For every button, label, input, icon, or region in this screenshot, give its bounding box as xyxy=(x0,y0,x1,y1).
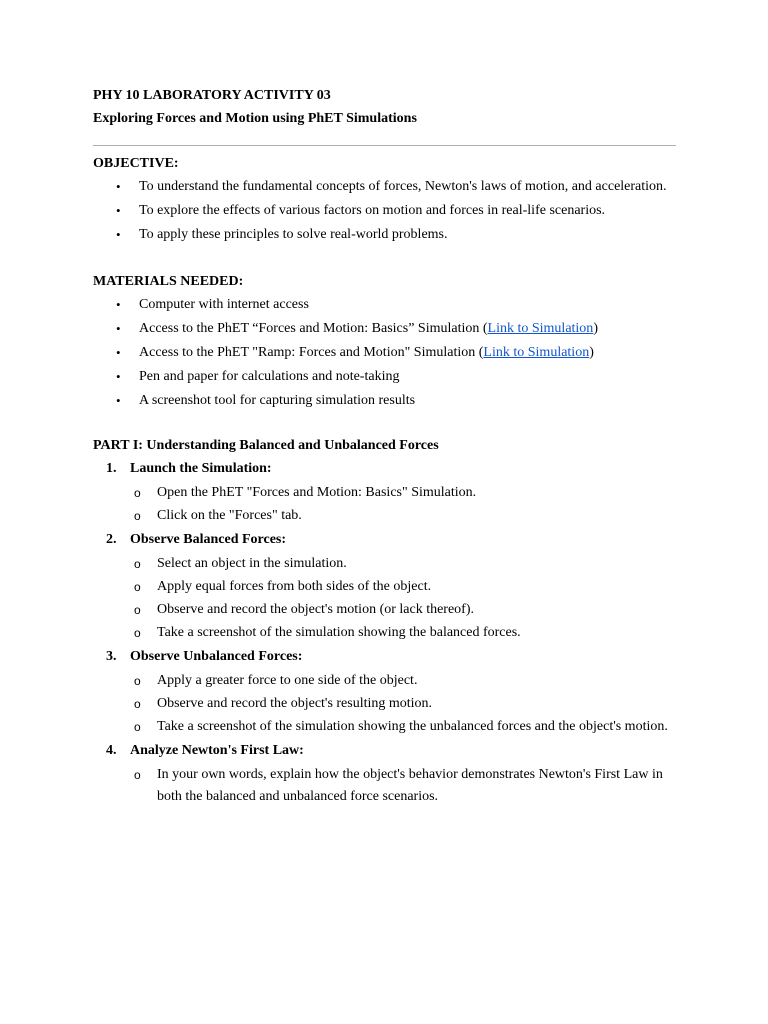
forces-motion-basics-link[interactable]: Link to Simulation xyxy=(487,321,594,336)
objective-list xyxy=(93,177,676,245)
bullet-icon: • xyxy=(116,393,121,408)
step-substeps xyxy=(130,764,676,808)
circle-bullet-icon: o xyxy=(134,674,141,688)
step-title: Launch the Simulation: xyxy=(130,461,272,476)
document-subtitle: Exploring Forces and Motion using PhET Simulations xyxy=(93,111,417,126)
materials-item-text-after: ) xyxy=(593,321,598,336)
substep-item xyxy=(130,553,676,575)
step-number: 2. xyxy=(106,532,117,547)
objective-heading: OBJECTIVE: xyxy=(93,156,179,171)
materials-item-text: Access to the PhET “Forces and Motion: Basics” Simulation ( xyxy=(139,321,488,336)
materials-item-text: Access to the PhET "Ramp: Forces and Motion" Simulation ( xyxy=(139,345,484,360)
materials-item xyxy=(93,367,676,387)
objective-item-text: To apply these principles to solve real-world problems. xyxy=(139,227,448,242)
step-title: Observe Unbalanced Forces: xyxy=(130,649,303,664)
step-title: Observe Balanced Forces: xyxy=(130,532,287,547)
bullet-icon: • xyxy=(116,227,121,242)
materials-item-text: Computer with internet access xyxy=(139,297,309,312)
bullet-icon: • xyxy=(116,203,121,218)
substep-item xyxy=(130,622,676,644)
materials-item-text: Pen and paper for calculations and note-taking xyxy=(139,369,400,384)
materials-heading: MATERIALS NEEDED: xyxy=(93,274,244,289)
objective-item xyxy=(93,201,676,221)
materials-item xyxy=(93,295,676,315)
document-page xyxy=(93,86,676,811)
step-number: 3. xyxy=(106,649,117,664)
substep-text: Apply a greater force to one side of the object. xyxy=(157,673,418,688)
substep-text: Observe and record the object's resulting motion. xyxy=(157,696,433,711)
step-number: 4. xyxy=(106,743,117,758)
circle-bullet-icon: o xyxy=(134,603,141,617)
step-item xyxy=(93,459,676,527)
substep-text: In your own words, explain how the object's behavior demonstrates Newton's First Law in both the balanced and unbalanced force scenarios. xyxy=(157,767,663,804)
objective-item xyxy=(93,177,676,197)
horizontal-rule xyxy=(93,145,676,146)
substep-item xyxy=(130,576,676,598)
objective-item-text: To explore the effects of various factors on motion and forces in real-life scenarios. xyxy=(139,203,606,218)
substep-text: Apply equal forces from both sides of the object. xyxy=(157,579,432,594)
step-item xyxy=(93,741,676,808)
part1-steps xyxy=(93,459,676,808)
substep-text: Click on the "Forces" tab. xyxy=(157,508,302,523)
ramp-forces-motion-link[interactable]: Link to Simulation xyxy=(483,345,590,360)
substep-text: Take a screenshot of the simulation showing the unbalanced forces and the object's motion. xyxy=(157,719,668,734)
bullet-icon: • xyxy=(116,369,121,384)
circle-bullet-icon: o xyxy=(134,580,141,594)
materials-item xyxy=(93,391,676,411)
circle-bullet-icon: o xyxy=(134,626,141,640)
materials-item xyxy=(93,343,676,363)
substep-item xyxy=(130,505,676,527)
substep-item xyxy=(130,693,676,715)
materials-item-text: A screenshot tool for capturing simulation results xyxy=(139,393,416,408)
step-item xyxy=(93,647,676,738)
substep-text: Take a screenshot of the simulation showing the balanced forces. xyxy=(157,625,521,640)
substep-item xyxy=(130,716,676,738)
document-title: PHY 10 LABORATORY ACTIVITY 03 xyxy=(93,88,331,103)
circle-bullet-icon: o xyxy=(134,509,141,523)
materials-list xyxy=(93,295,676,411)
step-substeps xyxy=(130,670,676,738)
circle-bullet-icon: o xyxy=(134,720,141,734)
objective-item xyxy=(93,225,676,245)
bullet-icon: • xyxy=(116,321,121,336)
substep-item xyxy=(130,599,676,621)
step-substeps xyxy=(130,553,676,644)
materials-item-text-after: ) xyxy=(589,345,594,360)
substep-item xyxy=(130,482,676,504)
bullet-icon: • xyxy=(116,179,121,194)
substep-text: Observe and record the object's motion (or lack thereof). xyxy=(157,602,475,617)
circle-bullet-icon: o xyxy=(134,486,141,500)
circle-bullet-icon: o xyxy=(134,768,141,782)
substep-text: Select an object in the simulation. xyxy=(157,556,347,571)
bullet-icon: • xyxy=(116,345,121,360)
part1-heading: PART I: Understanding Balanced and Unbalanced Forces xyxy=(93,438,439,453)
circle-bullet-icon: o xyxy=(134,557,141,571)
step-substeps xyxy=(130,482,676,527)
bullet-icon: • xyxy=(116,297,121,312)
substep-item xyxy=(130,764,676,808)
circle-bullet-icon: o xyxy=(134,697,141,711)
substep-item xyxy=(130,670,676,692)
substep-text: Open the PhET "Forces and Motion: Basics" Simulation. xyxy=(157,485,477,500)
objective-item-text: To understand the fundamental concepts of forces, Newton's laws of motion, and acceleration. xyxy=(139,179,667,194)
step-title: Analyze Newton's First Law: xyxy=(130,743,304,758)
step-number: 1. xyxy=(106,461,117,476)
materials-item xyxy=(93,319,676,339)
step-item xyxy=(93,530,676,644)
